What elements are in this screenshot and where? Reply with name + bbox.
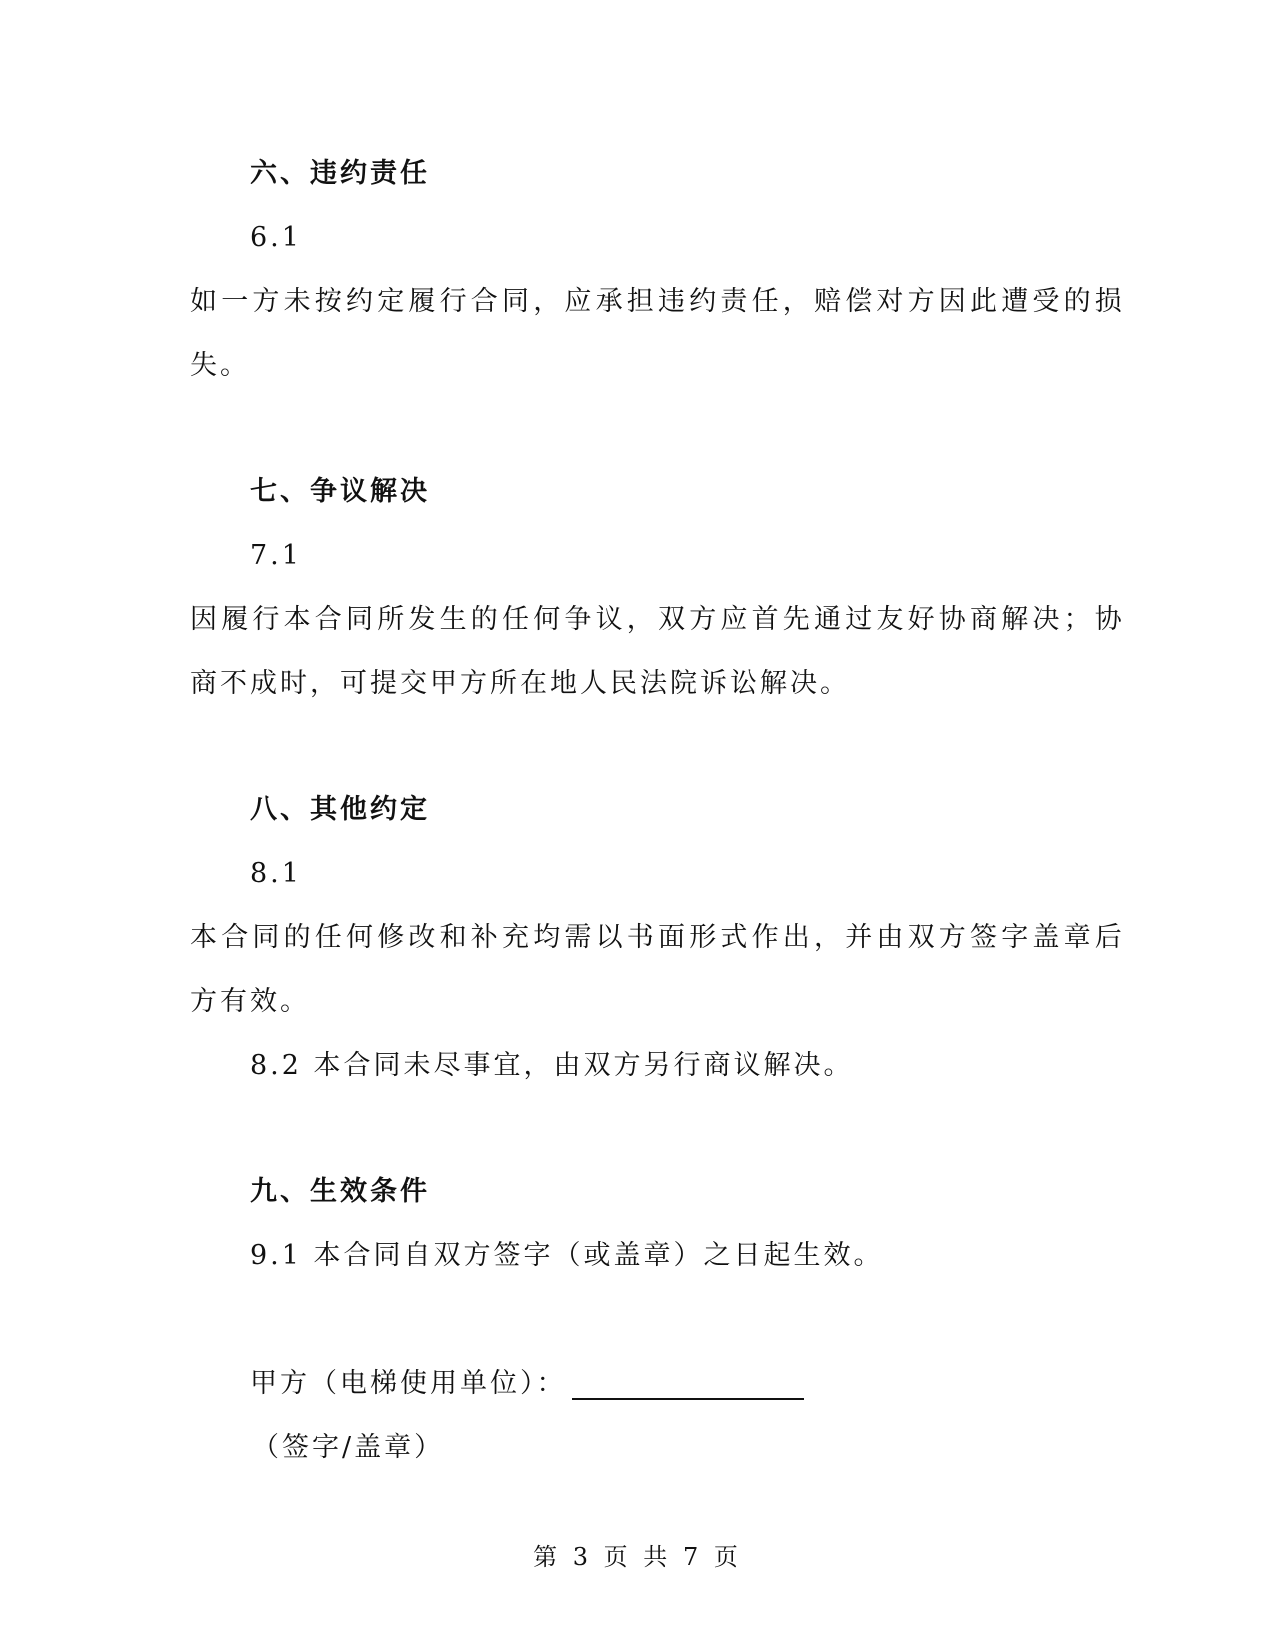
footer-current-page: 3: [572, 1543, 593, 1571]
clause-6-1-number: 6.1: [250, 222, 302, 253]
footer-prefix: 第: [533, 1543, 562, 1571]
party-a-signature-line: [572, 1398, 804, 1400]
clause-8-2-text: 8.2 本合同未尽事宜，由双方另行商议解决。: [250, 1050, 854, 1081]
section-9-heading: 九、生效条件: [250, 1176, 430, 1207]
clause-8-1-number: 8.1: [250, 858, 302, 889]
section-6-heading: 六、违约责任: [250, 158, 430, 189]
clause-8-1-text-line1: 本合同的任何修改和补充均需以书面形式作出，并由双方签字盖章后: [190, 922, 1126, 953]
section-7-heading: 七、争议解决: [250, 476, 430, 507]
clause-7-1-text-line1: 因履行本合同所发生的任何争议，双方应首先通过友好协商解决；协: [190, 604, 1126, 635]
footer-suffix: 页: [713, 1543, 742, 1571]
section-8-heading: 八、其他约定: [250, 794, 430, 825]
clause-8-1-text-line2: 方有效。: [190, 986, 310, 1017]
clause-7-1-number: 7.1: [250, 540, 302, 571]
sign-stamp-note: （签字/盖章）: [252, 1432, 445, 1463]
clause-6-1-text-line2: 失。: [190, 350, 250, 381]
footer-middle: 页 共: [603, 1543, 672, 1571]
clause-9-1-text: 9.1 本合同自双方签字（或盖章）之日起生效。: [250, 1240, 884, 1271]
footer-total-pages: 7: [682, 1543, 703, 1571]
clause-6-1-text-line1: 如一方未按约定履行合同，应承担违约责任，赔偿对方因此遭受的损: [190, 286, 1126, 317]
clause-7-1-text-line2: 商不成时，可提交甲方所在地人民法院诉讼解决。: [190, 668, 850, 699]
party-a-label: 甲方（电梯使用单位）：: [250, 1368, 567, 1399]
page-footer: [0, 1540, 1275, 1574]
